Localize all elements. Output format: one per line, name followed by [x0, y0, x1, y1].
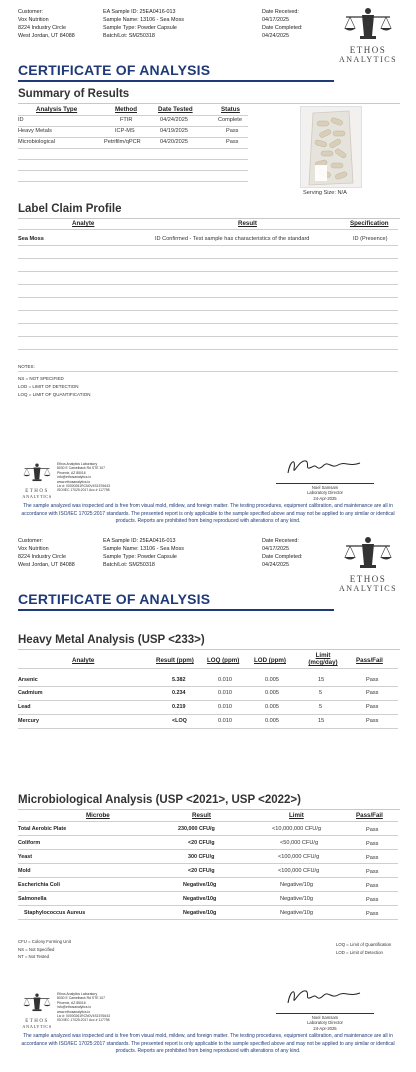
- hm-row-cadmium-limit: 5: [319, 690, 323, 696]
- lab2-city: Phoenix, AZ 85016: [57, 1000, 86, 1005]
- hm-row-arsenic-lod: 0.005: [265, 677, 279, 683]
- heavy-metal-rule: [18, 649, 400, 650]
- summary-header-method: Method: [115, 106, 137, 113]
- hm-header-passfail: Pass/Fail: [356, 657, 383, 664]
- micro-row-coliform-result: <20 CFU/g: [188, 840, 215, 846]
- hm-row-arsenic-pass: Pass: [366, 677, 379, 683]
- p2-sample-type: Sample Type: Powder Capsule: [103, 554, 177, 560]
- logo-word-analytics: ANALYTICS: [338, 55, 398, 64]
- scales-of-justice-icon: [338, 6, 398, 40]
- p2-customer-label: Customer:: [18, 538, 43, 544]
- summary-row-1-date: 04/24/2025: [160, 117, 188, 123]
- p2-date-received: 04/17/2025: [262, 546, 289, 552]
- micro-header-result: Result: [192, 812, 211, 819]
- scales-of-justice-icon: [20, 990, 54, 1014]
- hm-header-analyte: Analyte: [72, 657, 95, 664]
- p2-date-completed-label: Date Completed:: [262, 554, 303, 560]
- signer-title: Laboratory Director: [307, 490, 343, 496]
- note-cfu: CFU = Colony Forming Unit: [18, 939, 71, 944]
- hm-row-cadmium-analyte: Cadmium: [18, 690, 43, 696]
- micro-row-coliform-pass: Pass: [366, 841, 379, 847]
- scales-of-justice-icon: [20, 460, 54, 484]
- micro-row-salmonella-pass: Pass: [366, 897, 379, 903]
- p2-notes-right: [336, 941, 391, 956]
- p2-dates-block: [262, 537, 302, 569]
- micro-rule: [18, 809, 400, 810]
- scales-of-justice-icon: [338, 535, 398, 569]
- micro-row-salmonella-result: Negative/10g: [183, 896, 217, 902]
- hm-row-lead-analyte: Lead: [18, 704, 31, 710]
- micro-row-staph-limit: Negative/10g: [280, 910, 313, 916]
- note-lod: LOD = LIMIT OF DETECTION: [18, 384, 79, 389]
- micro-row-yeast-pass: Pass: [366, 855, 379, 861]
- summary-row-2-date: 04/19/2025: [160, 128, 188, 134]
- note-nt: NT = Not Tested: [18, 954, 50, 959]
- hm-row-arsenic-loq: 0.010: [218, 677, 232, 683]
- date-completed: 04/24/2025: [262, 33, 289, 39]
- label-claim-row-analyte: Sea Moss: [18, 236, 44, 242]
- hm-row-lead-result: 0.219: [172, 704, 186, 710]
- hm-row-cadmium-result: 0.234: [172, 690, 186, 696]
- micro-row-mold-microbe: Mold: [18, 868, 31, 874]
- micro-row-ecoli-limit: Negative/10g: [280, 882, 313, 888]
- label-claim-row-spec: ID (Presence): [353, 236, 388, 242]
- p2-sample-id: EA Sample ID: 25EA0416-013: [103, 538, 176, 544]
- page1-notes: [18, 363, 90, 399]
- summary-header-status: Status: [221, 106, 240, 113]
- p2-customer-street: 8224 Industry Circle: [18, 554, 66, 560]
- signature-image: [270, 455, 380, 477]
- lab-website: www.ethosanalytics.io: [57, 479, 91, 484]
- label-claim-header-result: Result: [238, 220, 257, 227]
- label-claim-row-result: ID Confirmed - Test sample has characteristics of the standard: [155, 236, 310, 242]
- page1-title-rule: [18, 80, 334, 82]
- lab-license: Lic #: 00000261RCN0V4S1576643: [57, 484, 110, 489]
- summary-row-3-date: 04/20/2025: [160, 139, 188, 145]
- p2-customer-name: Vox Nutrition: [18, 546, 49, 552]
- micro-row-staph-microbe: Staphylococcus Aureus: [24, 910, 86, 916]
- lab2-name: Ethos Analytics Laboratory: [57, 992, 98, 996]
- product-photo: [300, 106, 362, 188]
- micro-row-tap-result: 230,000 CFU/g: [178, 826, 215, 832]
- hm-row-arsenic-analyte: Arsenic: [18, 677, 38, 683]
- hm-header-limit: Limit (mcg/day): [308, 652, 338, 666]
- hm-row-mercury-loq: 0.010: [218, 718, 232, 724]
- micro-row-salmonella-limit: Negative/10g: [280, 896, 313, 902]
- lab-address-1: [57, 462, 110, 493]
- sample-name: Sample Name: 13106 - Sea Moss: [103, 17, 184, 23]
- p2-date-completed: 04/24/2025: [262, 562, 289, 568]
- lab2-website: www.ethosanalytics.io: [57, 1009, 91, 1014]
- logo-word-ethos: ETHOS: [349, 45, 387, 55]
- micro-row-mold-limit: <100,000 CFU/g: [278, 868, 320, 874]
- micro-header-limit: Limit: [289, 812, 304, 819]
- customer-label: Customer:: [18, 9, 43, 15]
- p2-sample-name: Sample Name: 13106 - Sea Moss: [103, 546, 184, 552]
- lab-street: 8030 E Camelback Rd STE 107: [57, 466, 106, 471]
- inspection-notice-2: The sample analyzed was inspected and is free from visual mold, mildew, and foreign matter. The testing procedures, equipment calibration, and maintenance are all in accordance with ISO/IEC 17025:2017 standards. The presented report is only applicable to the sample specified above and may not be applied to any similar or identical products. Reports are prohibited from being reproduced with alterations of any kind.: [21, 1033, 395, 1054]
- batch-lot: Batch/Lot: SM250318: [103, 33, 155, 39]
- p2-customer-city: West Jordan, UT 84088: [18, 562, 75, 568]
- summary-row-2-status: Pass: [226, 128, 239, 134]
- lab-name: Ethos Analytics Laboratory: [57, 462, 98, 466]
- lab-email: info@ethosanalytics.io: [57, 475, 91, 480]
- serving-size: Serving Size: N/A: [303, 190, 347, 196]
- heavy-metal-title: Heavy Metal Analysis (USP <233>): [18, 634, 205, 646]
- lab2-street: 8030 E Camelback Rd STE 107: [57, 996, 106, 1001]
- note-lod-2: LOD = Limit of Detection: [336, 949, 383, 955]
- label-claim-header-analyte: Analyte: [72, 220, 95, 227]
- date-received-label: Date Received:: [262, 9, 299, 15]
- hm-row-mercury-result: <LOQ: [172, 718, 187, 724]
- note-loq-2: LOQ = Limit of Quantification: [336, 942, 392, 947]
- lab2-iso: ISO/IEC 17025:2017 Acc # 117798: [57, 1018, 110, 1023]
- p2-customer-block: [18, 537, 75, 569]
- micro-row-yeast-result: 300 CFU/g: [188, 854, 215, 860]
- lab-iso: ISO/IEC 17025:2017 Acc # 117798: [57, 488, 110, 493]
- lab-address-2: [57, 992, 110, 1023]
- micro-row-mold-pass: Pass: [366, 869, 379, 875]
- label-claim-title: Label Claim Profile: [18, 203, 122, 215]
- micro-row-coliform-limit: <50,000 CFU/g: [280, 840, 319, 846]
- footer-logo-ethos: ETHOS: [25, 489, 49, 494]
- hm-row-lead-limit: 5: [319, 704, 323, 710]
- micro-row-tap-limit: <10,000,000 CFU/g: [272, 826, 321, 832]
- summary-header-analysis-type: Analysis Type: [36, 106, 78, 113]
- capsule-bag-icon: [301, 107, 361, 187]
- signature-block-2: [270, 985, 380, 1031]
- hm-row-cadmium-lod: 0.005: [265, 690, 279, 696]
- micro-row-staph-pass: Pass: [366, 911, 379, 917]
- hm-row-mercury-lod: 0.005: [265, 718, 279, 724]
- sample-id: EA Sample ID: 25EA0416-013: [103, 9, 176, 15]
- summary-title: Summary of Results: [18, 88, 130, 100]
- footer-logo-analytics: ANALYTICS: [22, 494, 52, 499]
- micro-row-salmonella-microbe: Salmonella: [18, 896, 47, 902]
- hm-row-cadmium-loq: 0.010: [218, 690, 232, 696]
- micro-row-ecoli-result: Negative/10g: [183, 882, 217, 888]
- hm-header-result: Result (ppm): [156, 657, 194, 664]
- label-claim-rule: [18, 218, 400, 219]
- summary-row-3-type: Microbiological: [18, 139, 55, 145]
- micro-title: Microbiological Analysis (USP <2021>, USP <2022>): [18, 794, 301, 806]
- micro-row-tap-microbe: Total Aerobic Plate: [18, 826, 67, 832]
- micro-row-yeast-limit: <100,000 CFU/g: [278, 854, 320, 860]
- hm-row-mercury-limit: 15: [318, 718, 325, 724]
- date-completed-label: Date Completed:: [262, 25, 303, 31]
- p2-date-received-label: Date Received:: [262, 538, 299, 544]
- hm-header-loq: LOQ (ppm): [207, 657, 240, 664]
- lab2-license: Lic #: 00000261RCN0V4S1576643: [57, 1014, 110, 1019]
- footer2-logo-ethos: ETHOS: [25, 1019, 49, 1024]
- micro-row-staph-result: Negative/10g: [183, 910, 217, 916]
- page2-certificate-title: CERTIFICATE OF ANALYSIS: [18, 591, 211, 607]
- hm-row-lead-lod: 0.005: [265, 704, 279, 710]
- sample-type: Sample Type: Powder Capsule: [103, 25, 177, 31]
- summary-header-date-tested: Date Tested: [158, 106, 193, 113]
- customer-name: Vox Nutrition: [18, 17, 49, 23]
- note-loq: LOQ = LIMIT OF QUANTIFICATION: [18, 392, 91, 397]
- micro-row-mold-result: <20 CFU/g: [188, 868, 215, 874]
- micro-row-yeast-microbe: Yeast: [18, 854, 33, 860]
- micro-header-passfail: Pass/Fail: [356, 812, 383, 819]
- customer-street: 8224 Industry Circle: [18, 25, 66, 31]
- footer2-logo-analytics: ANALYTICS: [22, 1024, 52, 1029]
- summary-row-3-method: Petrifilm/qPCR: [104, 139, 141, 145]
- note-ns-2: NS = Not Specified: [18, 946, 55, 952]
- summary-row-3-status: Pass: [226, 139, 239, 145]
- signer-name: Noel Samsam: [311, 485, 339, 490]
- micro-row-coliform-microbe: Coliform: [18, 840, 41, 846]
- hm-header-lod: LOD (ppm): [254, 657, 286, 664]
- hm-row-lead-pass: Pass: [366, 704, 379, 710]
- p2-batch-lot: Batch/Lot: SM250318: [103, 562, 155, 568]
- note-ns: NS = NOT SPECIFIED: [18, 376, 64, 381]
- ethos-logo: [338, 6, 398, 64]
- inspection-notice-1: The sample analyzed was inspected and is free from visual mold, mildew, and foreign matter. The testing procedures, equipment calibration, and maintenance are all in accordance with ISO/IEC 17025:2017 standards. The presented report is only applicable to the sample specified above and may not be applied to any similar or identical products. Reports are prohibited from being reproduced with alterations of any kind.: [21, 503, 395, 524]
- hm-row-cadmium-pass: Pass: [366, 690, 379, 696]
- hm-row-mercury-analyte: Mercury: [18, 718, 39, 724]
- summary-rule: [18, 103, 400, 104]
- micro-row-ecoli-pass: Pass: [366, 883, 379, 889]
- hm-row-mercury-pass: Pass: [366, 718, 379, 724]
- sign2-date: 24-Apr-2025: [313, 1025, 337, 1031]
- label-claim-header-specification: Specification: [350, 220, 389, 227]
- p2-logo-word-ethos: ETHOS: [349, 574, 387, 584]
- sample-block: [103, 8, 184, 40]
- hm-row-arsenic-result: 5.382: [172, 677, 186, 683]
- footer-logo-2: [20, 990, 54, 1029]
- p2-notes-left: [18, 938, 71, 961]
- summary-row-1-type: ID: [18, 117, 24, 123]
- hm-row-arsenic-limit: 15: [318, 677, 325, 683]
- lab2-email: info@ethosanalytics.io: [57, 1005, 91, 1010]
- customer-city: West Jordan, UT 84088: [18, 33, 75, 39]
- dates-block: [262, 8, 302, 40]
- micro-row-ecoli-microbe: Escherichia Coli: [18, 882, 60, 888]
- date-received: 04/17/2025: [262, 17, 289, 23]
- notes-label: NOTES:: [18, 364, 35, 369]
- footer-logo-1: [20, 460, 54, 499]
- lab-city: Phoenix, AZ 85016: [57, 470, 86, 475]
- summary-row-2-method: ICP-MS: [115, 128, 135, 134]
- signer2-title: Laboratory Director: [307, 1020, 343, 1026]
- summary-row-1-status: Complete: [218, 117, 242, 123]
- hm-row-lead-loq: 0.010: [218, 704, 232, 710]
- signature-block-1: [270, 455, 380, 501]
- p2-ethos-logo: [338, 535, 398, 593]
- p2-logo-word-analytics: ANALYTICS: [338, 584, 398, 593]
- customer-block: [18, 8, 75, 40]
- page1-certificate-title: CERTIFICATE OF ANALYSIS: [18, 62, 211, 78]
- summary-row-2-type: Heavy Metals: [18, 128, 52, 134]
- page2-title-rule: [18, 609, 334, 611]
- sign-date: 24-Apr-2025: [313, 495, 337, 501]
- signature-image: [270, 985, 380, 1007]
- micro-row-tap-pass: Pass: [366, 827, 379, 833]
- signer2-name: Noel Samsam: [311, 1015, 339, 1020]
- summary-row-1-method: FTIR: [120, 117, 133, 123]
- micro-header-microbe: Microbe: [86, 812, 110, 819]
- p2-sample-block: [103, 537, 184, 569]
